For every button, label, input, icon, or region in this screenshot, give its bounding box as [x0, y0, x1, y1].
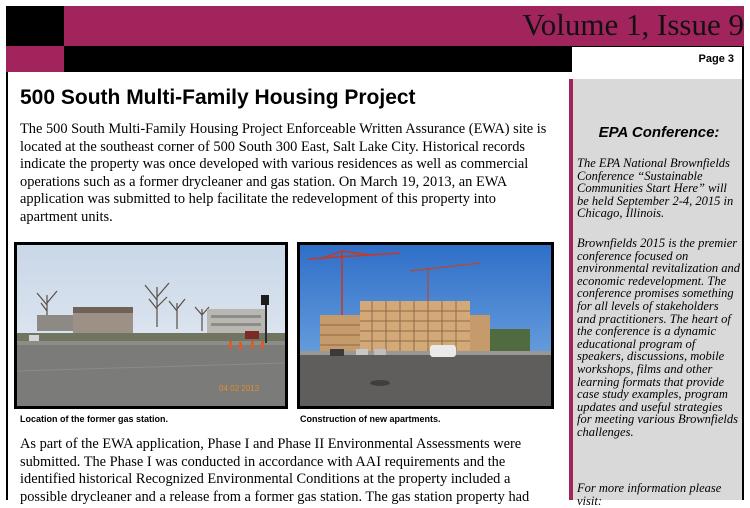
article-paragraph: As part of the EWA application, Phase I and Phase II Environmental Assessments were submitted. The Phase I was conducted in accordance with AAI requirements and the identified historical Recognized Environmental Conditions at the property included a possible drycleaner and a release from a former gas station. The gas station property had	[20, 436, 530, 505]
sidebar-paragraph: Brownfields 2015 is the premier conference focused on environmental revitalization and economic redevelopment. The conference promises something for all levels of stakeholders and practitioners. The heart of the conference is a dynamic educational program of speakers, discussions, mobile workshops, films and other learning formats that provide case study examples, program updates and useful strategies for meeting various Brownfields challenges.	[577, 236, 740, 439]
photo-new-apartments	[297, 242, 554, 409]
header-magenta-block	[6, 46, 64, 72]
sidebar-accent-rule	[569, 79, 573, 500]
photo-date-stamp: 04 02 2013	[219, 384, 260, 393]
header-black-block	[6, 6, 64, 46]
photo-caption: Construction of new apartments.	[300, 414, 441, 424]
article-paragraph: The 500 South Multi-Family Housing Project Enforceable Written Assurance (EWA) site is located at the southeast corner of 500 South 300 East, Salt Lake City. Historical records indicate the property was once developed with various residences as well as commercial operations such as a former drycleaner and gas station. On March 19, 2013, an EWA application was submitted to help facilitate the redevelopment of this property into apartment units.	[20, 121, 547, 225]
article-title: 500 South Multi-Family Housing Project	[20, 86, 416, 109]
page-number: Page 3	[698, 53, 734, 65]
sidebar-paragraph: For more information please visit:	[577, 481, 722, 508]
sidebar-paragraph: The EPA National Brownfields Conference “Sustainable Communities Start Here” will be held September 2-4, 2015 in Chicago, Illinois.	[577, 156, 734, 221]
header-black-strip	[64, 46, 572, 72]
issue-title: Volume 1, Issue 9	[522, 7, 744, 42]
page-frame-left	[6, 72, 8, 500]
photo-former-gas-station	[14, 242, 288, 409]
sidebar-title: EPA Conference:	[598, 124, 720, 141]
photo-caption: Location of the former gas station.	[20, 414, 169, 424]
page-frame-right	[742, 46, 744, 500]
